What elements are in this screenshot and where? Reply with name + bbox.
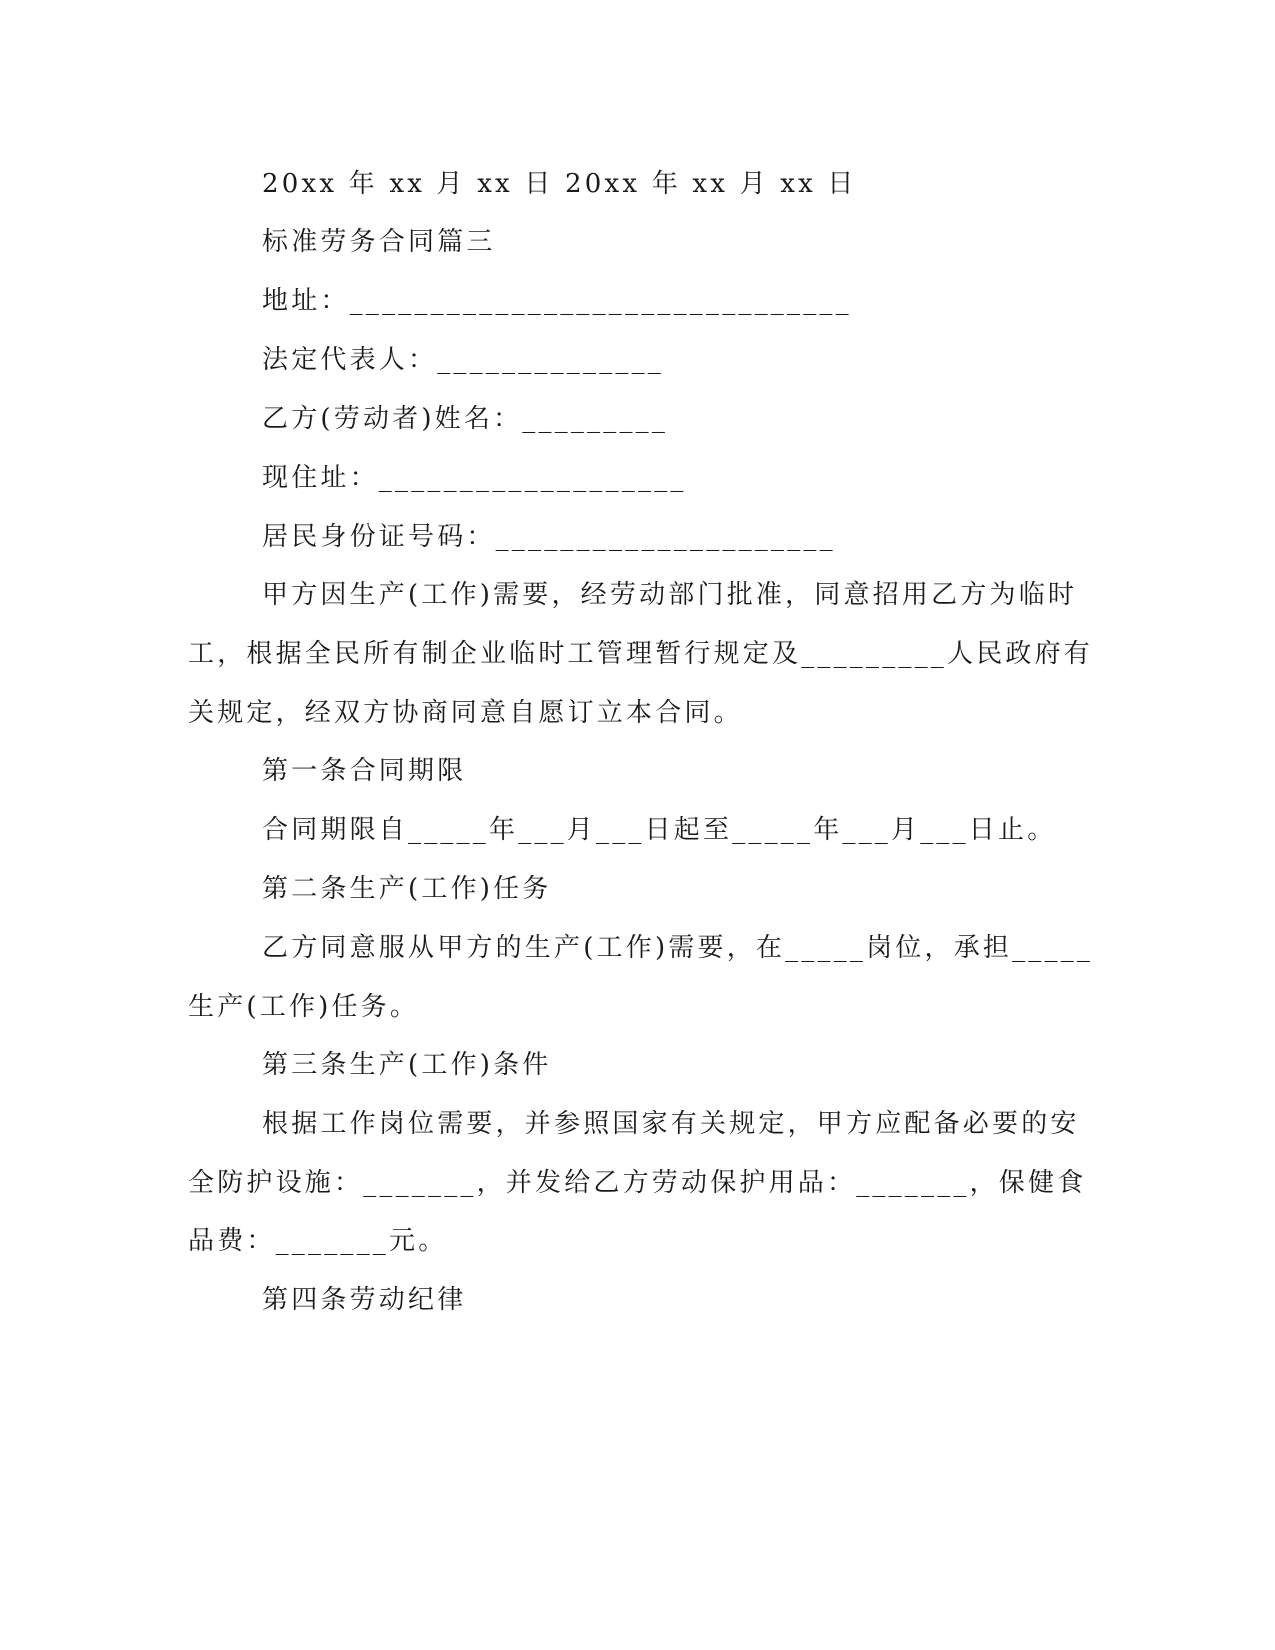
paragraph-line: 合同期限自_____年___月___日起至_____年___月___日止。 <box>262 815 1057 845</box>
article-heading: 第四条劳动纪律 <box>262 1285 467 1315</box>
paragraph-line: 品费：_______元。 <box>188 1226 448 1256</box>
legal-representative-field: 法定代表人：______________ <box>262 345 665 375</box>
paragraph-line: 甲方因生产(工作)需要，经劳动部门批准，同意招用乙方为临时 <box>262 580 1078 610</box>
paragraph-line: 全防护设施：_______，并发给乙方劳动保护用品：_______，保健食 <box>188 1168 1087 1198</box>
paragraph-line: 乙方同意服从甲方的生产(工作)需要，在_____岗位，承担_____ <box>262 933 1094 963</box>
party-b-name-field: 乙方(劳动者)姓名：_________ <box>262 404 669 434</box>
address-field: 地址：_______________________________ <box>262 286 852 316</box>
current-address-field: 现住址：___________________ <box>262 463 687 493</box>
paragraph-line: 根据工作岗位需要，并参照国家有关规定，甲方应配备必要的安 <box>262 1109 1080 1139</box>
paragraph-line: 关规定，经双方协商同意自愿订立本合同。 <box>188 698 743 728</box>
article-heading: 第二条生产(工作)任务 <box>262 874 552 904</box>
article-heading: 第一条合同期限 <box>262 756 467 786</box>
article-heading: 第三条生产(工作)条件 <box>262 1050 552 1080</box>
paragraph-line: 工，根据全民所有制企业临时工管理暂行规定及_________人民政府有 <box>188 639 1094 669</box>
paragraph-line: 生产(工作)任务。 <box>188 992 420 1022</box>
date-line: 20xx 年 xx 月 xx 日 20xx 年 xx 月 xx 日 <box>262 169 857 199</box>
section-title: 标准劳务合同篇三 <box>262 227 496 257</box>
id-number-field: 居民身份证号码：_____________________ <box>262 522 836 552</box>
